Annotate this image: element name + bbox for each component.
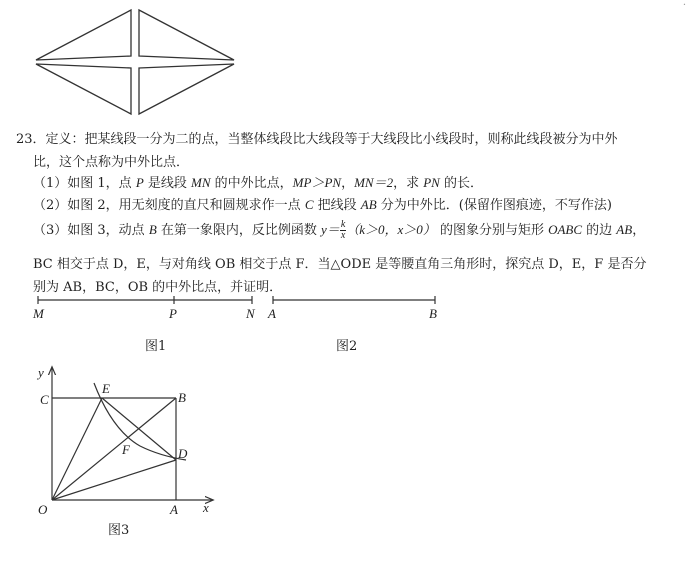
page-marker: · [682,0,686,11]
question-definition-line1: 23．定义：把某线段一分为二的点，当整体线段比大线段等于大线段比小线段时，则称此线段被分为中外 [16,132,618,147]
figure3-label-D: D [178,446,188,461]
figure3-axis-y-label: y [38,365,44,380]
figure1-label-M: M [33,306,44,321]
figure3-label-C: C [40,392,49,407]
figure1-label-N: N [246,306,255,321]
figure2-caption: 图2 [336,339,358,354]
figure3-diagonal-OB [52,398,176,500]
figure1-caption: 图1 [145,339,167,354]
question-part1: （1）如图 1，点 P 是线段 MN 的中外比点，MP＞PN，MN＝2，求 PN 的长． [33,175,483,191]
question-part3-line3: 别为 AB，BC，OB 的中外比点，并证明． [33,280,283,295]
figure3-segment-OD [52,460,176,500]
question-part2: （2）如图 2，用无刻度的直尺和圆规求作一点 C 把线段 AB 分为中外比．(保留作图痕迹，不写作法) [33,197,612,213]
figure3-caption: 图3 [108,523,130,538]
figure3-label-O: O [38,502,48,517]
figure3-segment-OE [52,398,102,500]
figure2-label-A: A [268,306,276,321]
question-part3-line1: （3）如图 3，动点 B 在第一象限内，反比例函数 y＝ $\frac{k}{x}$ （k＞0，x＞0） 的图象分别与矩形 OABC 的边 AB， [33,219,646,241]
figure1-label-P: P [169,306,177,321]
figure3-label-F: F [122,442,130,457]
figure2-label-B: B [429,306,437,321]
figure3-label-B: B [178,390,186,405]
question-part3-line2: BC 相交于点 D，E，与对角线 OB 相交于点 F．当△ODE 是等腰直角三角形时，探究点 D，E，F 是否分 [33,257,647,272]
figure3-label-A: A [170,502,178,517]
figure3-label-E: E [102,381,110,396]
question-definition-line2: 比，这个点称为中外比点． [33,155,190,170]
figure3-axis-x-label: x [203,500,209,515]
fraction-k-over-x: $\frac{k}{x}$ [340,219,346,241]
